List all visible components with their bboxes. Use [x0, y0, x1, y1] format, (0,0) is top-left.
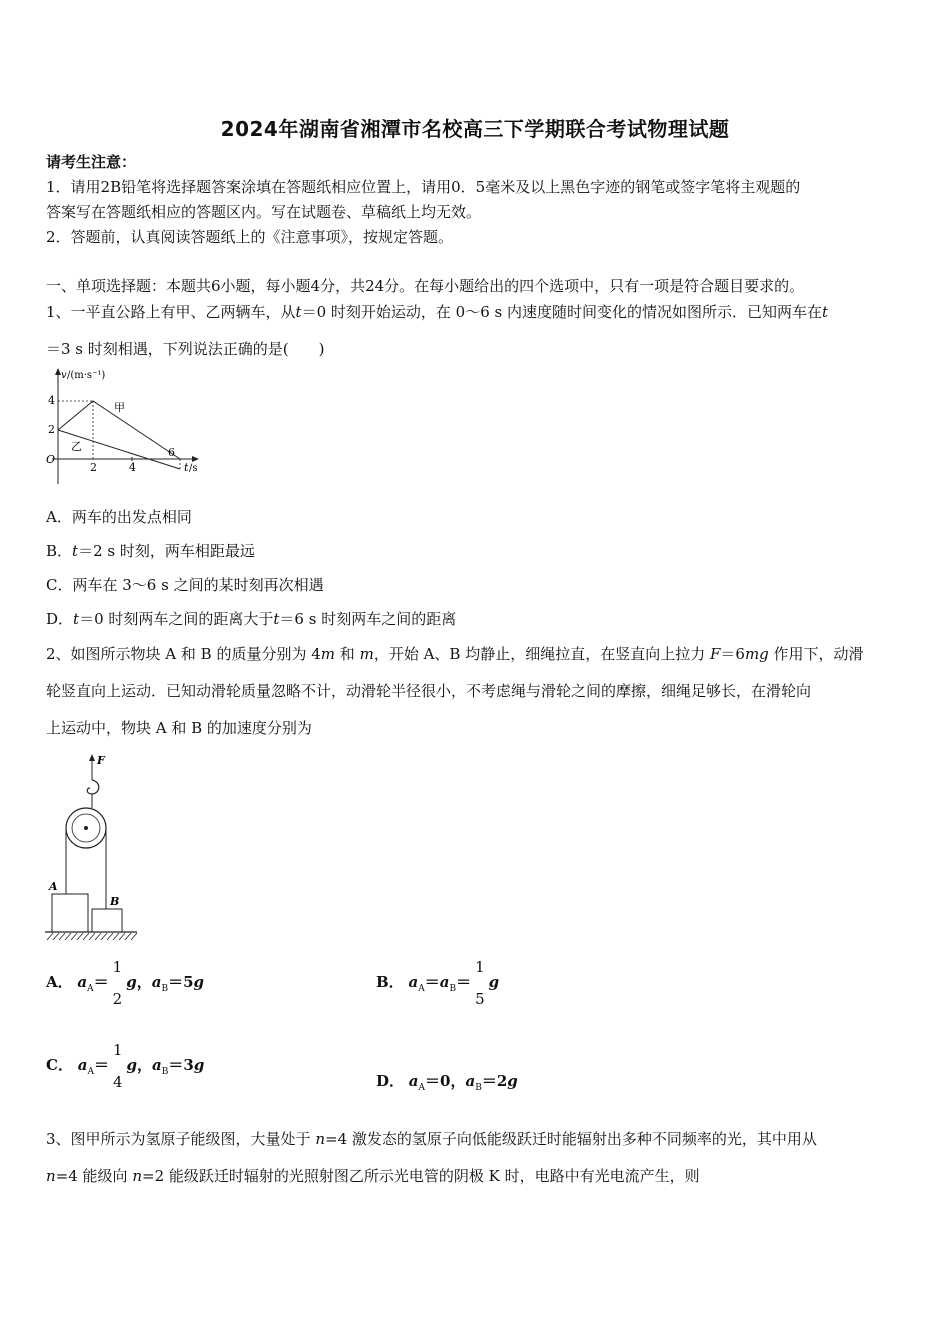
q2-option-b-eq2: ＝ [456, 973, 472, 991]
q3-var-n2: n [46, 1167, 56, 1185]
q2-option-a-comma: ， [136, 973, 152, 991]
q2-option-c-rest: ＝3 [168, 1056, 194, 1074]
q2-option-d [376, 1070, 518, 1093]
q1-option-d-var: t [73, 610, 80, 628]
q1-option-d-text-a: ＝0 时刻两车之间的距离大于 [79, 610, 274, 628]
notice-heading: 请考生注意： [46, 153, 137, 171]
question-2-line-2: 轮竖直向上运动．已知动滑轮质量忽略不计，动滑轮半径很小，不考虑绳与滑轮之间的摩擦，细绳足够长，在滑轮向 [46, 682, 812, 700]
pulley-axle [84, 826, 88, 830]
y-tick-2: 2 [48, 423, 55, 436]
q2-option-d-sub: A [418, 1083, 426, 1093]
q1-var-t: t [295, 303, 302, 321]
q2-option-c-comma: ， [137, 1056, 153, 1074]
q2-option-c-den: 4 [112, 1073, 123, 1091]
q3-text-d: =2 能级跃迁时辐射的光照射图乙所示光电管的阴极 K 时，电路中有光电流产生，则 [142, 1167, 700, 1185]
q3-var-n1: n [315, 1130, 325, 1148]
q2-option-a-fraction [111, 958, 125, 1008]
q2-var-m1: m [320, 645, 336, 663]
q2-text-b: 和 [335, 645, 360, 663]
q1-option-d-text-b: ＝6 s 时刻两车之间的距离 [279, 610, 457, 628]
q2-var-f: F [709, 645, 721, 663]
block-b [92, 909, 122, 932]
q1-text-a: 1、一平直公路上有甲、乙两辆车，从 [46, 303, 296, 321]
q2-option-d-var2: a [465, 1072, 476, 1090]
notice-line-1a: 1．请用2B铅笔将选择题答案涂填在答题纸相应位置上，请用0．5毫米及以上黑色字迹的钢笔或签字笔将主观题的 [46, 178, 801, 196]
q2-option-b-label: B． [376, 973, 404, 991]
q1-option-b-label: B． [46, 542, 73, 560]
question-2-line-1 [46, 644, 864, 664]
q2-option-d-sub2: B [475, 1083, 482, 1093]
q2-option-a-den: 2 [112, 990, 123, 1008]
x-tick-4: 4 [129, 461, 136, 474]
label-yi: 乙 [71, 440, 82, 453]
q2-option-a [46, 958, 204, 1008]
notice-line-1b: 答案写在答题纸相应的答题区内。写在试题卷、草稿纸上均无效。 [46, 203, 482, 221]
q2-option-a-sub2: B [161, 984, 169, 994]
section-heading: 一、单项选择题：本题共6小题，每小题4分，共24分。在每小题给出的四个选项中，只有一项是符合题目要求的。 [46, 277, 805, 295]
q2-option-c-var2: a [152, 1056, 162, 1074]
q1-option-d [46, 609, 456, 629]
q2-option-a-sub: A [87, 984, 94, 994]
q2-option-d-var: a [408, 1072, 419, 1090]
q2-option-a-var: a [77, 973, 88, 991]
q2-option-b-den: 5 [475, 990, 485, 1008]
q2-option-b-eq: ＝ [424, 973, 440, 991]
origin-label: O [46, 453, 56, 466]
q2-option-b-sub2: B [449, 984, 457, 994]
q2-option-d-rest: ＝2 [481, 1072, 508, 1090]
q2-option-a-num: 1 [112, 958, 123, 976]
notice-line-2: 2．答题前，认真阅读答题纸上的《注意事项》，按规定答题。 [46, 228, 454, 246]
x-axis-label-t: t [184, 461, 189, 474]
q3-text-b: =4 激发态的氢原子向低能级跃迁时能辐射出多种不同频率的光，其中用从 [325, 1130, 817, 1148]
q3-text-a: 3、图甲所示为氢原子能级图，大量处于 [46, 1130, 316, 1148]
q2-option-a-var2: a [151, 973, 162, 991]
q2-var-mg: mg [744, 645, 769, 663]
q2-option-d-eq: ＝0， [425, 1072, 466, 1090]
question-1-line-1 [46, 302, 828, 322]
q2-text-a: 2、如图所示物块 A 和 B 的质量分别为 4 [46, 645, 321, 663]
y-tick-4: 4 [48, 394, 55, 407]
x-tick-6: 6 [168, 446, 175, 459]
label-jia: 甲 [114, 401, 125, 414]
q3-var-n3: n [132, 1167, 142, 1185]
hook-icon [87, 780, 99, 794]
y-axis-label-unit: /(m·s⁻¹) [67, 370, 106, 381]
q3-text-c: =4 能级向 [55, 1167, 133, 1185]
q2-option-a-g: g [126, 973, 137, 991]
q2-option-b-sub: A [418, 984, 425, 994]
q2-option-b-num: 1 [475, 958, 485, 976]
q2-option-a-rest: ＝5 [168, 973, 194, 991]
q2-text-e: 作用下，动滑 [768, 645, 864, 663]
q2-option-b-fraction [473, 958, 487, 1008]
x-tick-2: 2 [90, 461, 97, 474]
block-a-label: A [49, 880, 58, 893]
q1-option-b-text: ＝2 s 时刻，两车相距最远 [78, 542, 255, 560]
x-axis-arrow [192, 456, 199, 462]
question-3-line-2 [46, 1166, 700, 1186]
q2-option-c-var: a [77, 1056, 88, 1074]
q2-text-c: ，开始 A、B 均静止，细绳拉直，在竖直向上拉力 [373, 645, 710, 663]
q1-option-d-var2: t [273, 610, 280, 628]
q2-option-c-sub2: B [161, 1067, 169, 1077]
q2-option-b-g: g [488, 973, 500, 991]
y-axis-label-v: v [61, 370, 67, 381]
force-label: F [97, 754, 105, 767]
block-b-label: B [110, 895, 120, 908]
q2-option-a-eq: ＝ [93, 973, 109, 991]
q2-option-b-var2: a [439, 973, 450, 991]
q2-option-c-eq: ＝ [93, 1056, 109, 1074]
question-3-line-1 [46, 1129, 817, 1149]
q2-option-a-g2: g [193, 973, 205, 991]
velocity-time-graph [44, 366, 204, 488]
question-2-line-3: 上运动中，物块 A 和 B 的加速度分别为 [46, 719, 312, 737]
page-title: 2024年湖南省湘潭市名校高三下学期联合考试物理试题 [220, 117, 730, 141]
q2-option-d-g: g [507, 1072, 518, 1090]
q1-var-t2: t [821, 303, 829, 321]
pulley-figure [42, 752, 142, 944]
q1-option-b [46, 541, 255, 561]
x-axis-label-unit: /s [189, 463, 198, 474]
q1-option-a: A．两车的出发点相同 [46, 508, 192, 526]
q2-text-d: ＝6 [720, 645, 745, 663]
q2-option-c-g: g [126, 1056, 138, 1074]
q2-option-a-label: A． [46, 973, 73, 991]
q1-option-d-label: D． [46, 610, 74, 628]
q2-option-c-g2: g [193, 1056, 205, 1074]
q2-option-d-label: D． [376, 1072, 405, 1090]
q1-text-b: ＝0 时刻开始运动，在 0～6 s 内速度随时间变化的情况如图所示．已知两车在 [301, 303, 822, 321]
q2-option-c [46, 1041, 204, 1091]
ground-hatch [47, 933, 137, 940]
question-1-line-2: ＝3 s 时刻相遇，下列说法正确的是( ) [46, 340, 325, 358]
q1-option-c: C．两车在 3～6 s 之间的某时刻再次相遇 [46, 576, 324, 594]
q2-option-c-label: C． [46, 1056, 73, 1074]
q2-option-c-sub: A [87, 1067, 94, 1077]
q2-option-b [376, 958, 499, 1008]
q1-option-b-var: t [72, 542, 79, 560]
q2-option-b-var: a [408, 973, 419, 991]
q2-option-c-fraction [111, 1041, 125, 1091]
block-a [52, 894, 88, 932]
force-arrow-head [89, 754, 95, 761]
q2-option-c-num: 1 [112, 1041, 123, 1059]
q2-var-m2: m [359, 645, 374, 663]
